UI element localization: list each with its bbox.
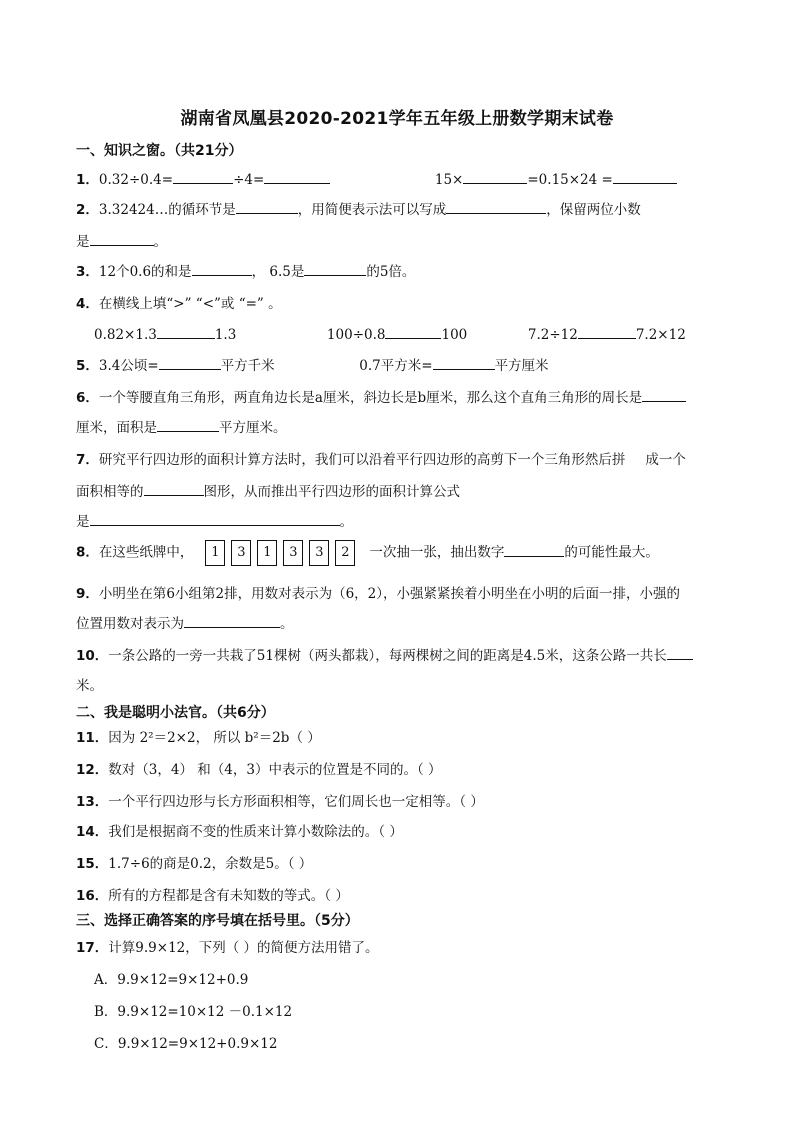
question-9-cont <box>76 612 294 632</box>
answer-blank[interactable] <box>192 261 252 276</box>
answer-blank[interactable] <box>304 261 366 276</box>
question-number: 4． <box>76 296 99 312</box>
question-16 <box>76 884 349 904</box>
section-1-heading: 一、知识之窗。（共21分） <box>76 143 243 159</box>
question-13 <box>76 790 484 810</box>
question-text: 100 <box>441 327 468 343</box>
page-title: 湖南省凤凰县2020-2021学年五年级上册数学期末试卷 <box>180 109 614 129</box>
question-text: 小明坐在第6小组第2排，用数对表示为（6，2），小强紧紧挨着小明坐在小明的后面一排，小强的 <box>98 586 681 602</box>
question-number: 8． <box>76 544 99 561</box>
question-text: 。 <box>153 234 167 250</box>
question-text: 是 <box>76 514 90 530</box>
question-number: 15． <box>76 856 109 872</box>
option-c[interactable]: C．9.9×12=9×12+0.9×12 <box>94 1036 278 1052</box>
answer-blank[interactable] <box>613 169 677 184</box>
question-number: 1． <box>76 172 99 188</box>
answer-blank[interactable] <box>90 511 340 526</box>
question-text: 平方千米 <box>220 358 275 374</box>
number-card: 2 <box>335 540 355 566</box>
question-text: 15× <box>434 172 464 188</box>
number-card: 1 <box>205 540 225 566</box>
question-number: 3． <box>76 264 99 280</box>
question-text: 。 <box>339 514 353 530</box>
question-number: 6． <box>76 390 99 406</box>
question-6-cont <box>76 416 287 436</box>
answer-blank[interactable] <box>463 169 527 184</box>
answer-blank[interactable] <box>236 199 298 214</box>
question-5 <box>76 354 549 374</box>
question-7-cont <box>76 480 460 500</box>
question-text: 的5倍。 <box>366 264 416 280</box>
question-4-items <box>94 324 686 343</box>
answer-blank[interactable] <box>642 387 686 402</box>
question-text: 面积相等的 <box>76 484 144 500</box>
answer-blank[interactable] <box>433 355 495 370</box>
question-2-cont <box>76 230 167 250</box>
question-text: ，保留两位小数 <box>546 202 641 218</box>
question-text: 成一个 <box>645 452 686 468</box>
answer-blank[interactable] <box>157 417 219 432</box>
question-text: 图形，从而推出平行四边形的面积计算公式 <box>203 484 460 500</box>
question-12 <box>76 758 442 778</box>
answer-blank[interactable] <box>157 324 215 339</box>
question-text: 0.82×1.3 <box>94 327 157 343</box>
question-text: 所有的方程都是含有未知数的等式。（ ） <box>108 888 349 904</box>
question-14 <box>76 820 403 840</box>
question-text: 数对（3，4） 和（4，3）中表示的位置是不同的。（ ） <box>108 762 442 778</box>
answer-blank[interactable] <box>144 481 204 496</box>
number-card: 3 <box>283 540 303 566</box>
question-text: 位置用数对表示为 <box>76 616 184 632</box>
question-text: 平方厘米 <box>494 358 549 374</box>
question-10-cont <box>76 674 103 694</box>
question-7-cont2 <box>76 510 353 530</box>
answer-blank[interactable] <box>184 613 280 628</box>
question-text: 研究平行四边形的面积计算方法时，我们可以沿着平行四边形的高剪下一个三角形然后拼 <box>98 452 626 468</box>
question-8 <box>76 540 659 566</box>
question-number: 12． <box>76 762 109 778</box>
card-group <box>205 540 361 566</box>
option-a[interactable]: A．9.9×12=9×12+0.9 <box>94 972 249 988</box>
question-text: 3.32424…的循环节是 <box>98 202 236 218</box>
question-text: 一个平行四边形与长方形面积相等，它们周长也一定相等。（ ） <box>108 794 484 810</box>
question-text: 一次抽一张，抽出数字 <box>369 544 505 561</box>
question-3 <box>76 260 415 280</box>
question-1 <box>76 168 677 188</box>
question-text: 在横线上填“>” “<”或 “=” 。 <box>98 296 282 312</box>
question-text: 厘米，面积是 <box>76 420 157 436</box>
question-text: 在这些纸牌中， <box>98 544 194 561</box>
question-text: ÷4= <box>233 172 265 188</box>
question-text: 的可能性最大。 <box>564 544 659 561</box>
answer-blank[interactable] <box>667 645 693 660</box>
question-text: 我们是根据商不变的性质来计算小数除法的。（ ） <box>108 824 403 840</box>
question-number: 14． <box>76 824 109 840</box>
question-text: 0.7平方米= <box>359 358 433 374</box>
question-text: ， 6.5是 <box>251 264 305 280</box>
number-card: 3 <box>309 540 329 566</box>
question-number: 16． <box>76 888 109 904</box>
question-number: 11． <box>76 730 109 746</box>
answer-blank[interactable] <box>446 199 546 214</box>
question-text: 计算9.9×12，下列（ ）的简便方法用错了。 <box>108 940 379 956</box>
question-2 <box>76 198 641 218</box>
section-2-heading: 二、我是聪明小法官。（共6分） <box>76 705 275 721</box>
question-text: 1.3 <box>214 327 237 343</box>
question-text: 一个等腰直角三角形，两直角边长是a厘米，斜边长是b厘米，那么这个直角三角形的周长是 <box>98 390 643 406</box>
question-text: 12个0.6的和是 <box>98 264 192 280</box>
question-7 <box>76 448 686 468</box>
question-number: 9． <box>76 586 99 602</box>
question-text: 。 <box>280 616 294 632</box>
question-number: 2． <box>76 202 99 218</box>
question-text: 100÷0.8 <box>326 327 386 343</box>
number-card: 3 <box>231 540 251 566</box>
question-9 <box>76 582 680 602</box>
question-text: 1.7÷6的商是0.2，余数是5。（ ） <box>108 856 313 872</box>
question-text: 3.4公顷= <box>98 358 159 374</box>
section-3-heading: 三、选择正确答案的序号填在括号里。（5分） <box>76 913 359 929</box>
question-text: 因为 2²＝2×2， 所以 b²＝2b（ ） <box>108 730 321 746</box>
answer-blank[interactable] <box>90 231 154 246</box>
question-17 <box>76 936 379 956</box>
question-4 <box>76 292 282 312</box>
answer-blank[interactable] <box>159 355 221 370</box>
answer-blank[interactable] <box>264 169 330 184</box>
answer-blank[interactable] <box>173 169 233 184</box>
number-card: 1 <box>257 540 277 566</box>
question-6 <box>76 386 686 406</box>
answer-blank[interactable] <box>385 324 441 339</box>
question-text: =0.15×24 = <box>527 172 613 188</box>
question-number: 10． <box>76 648 109 664</box>
question-text: 平方厘米。 <box>219 420 287 436</box>
answer-blank[interactable] <box>578 324 636 339</box>
question-text: 7.2×12 <box>635 327 686 343</box>
question-number: 13． <box>76 794 109 810</box>
question-text: 是 <box>76 234 90 250</box>
question-text: 0.32÷0.4= <box>98 172 174 188</box>
answer-blank[interactable] <box>504 542 564 557</box>
question-15 <box>76 852 312 872</box>
option-b[interactable]: B．9.9×12=10×12 －0.1×12 <box>94 1004 293 1020</box>
question-11 <box>76 726 321 746</box>
question-10 <box>76 644 693 664</box>
question-text: 7.2÷12 <box>527 327 578 343</box>
question-number: 5． <box>76 358 99 374</box>
question-text: 一条公路的一旁一共栽了51棵树（两头都栽），每两棵树之间的距离是4.5米，这条公路一共长 <box>108 648 667 664</box>
question-text: ，用简便表示法可以写成 <box>297 202 447 218</box>
question-number: 7． <box>76 452 99 468</box>
question-text: 米。 <box>76 678 103 694</box>
question-number: 17． <box>76 940 109 956</box>
